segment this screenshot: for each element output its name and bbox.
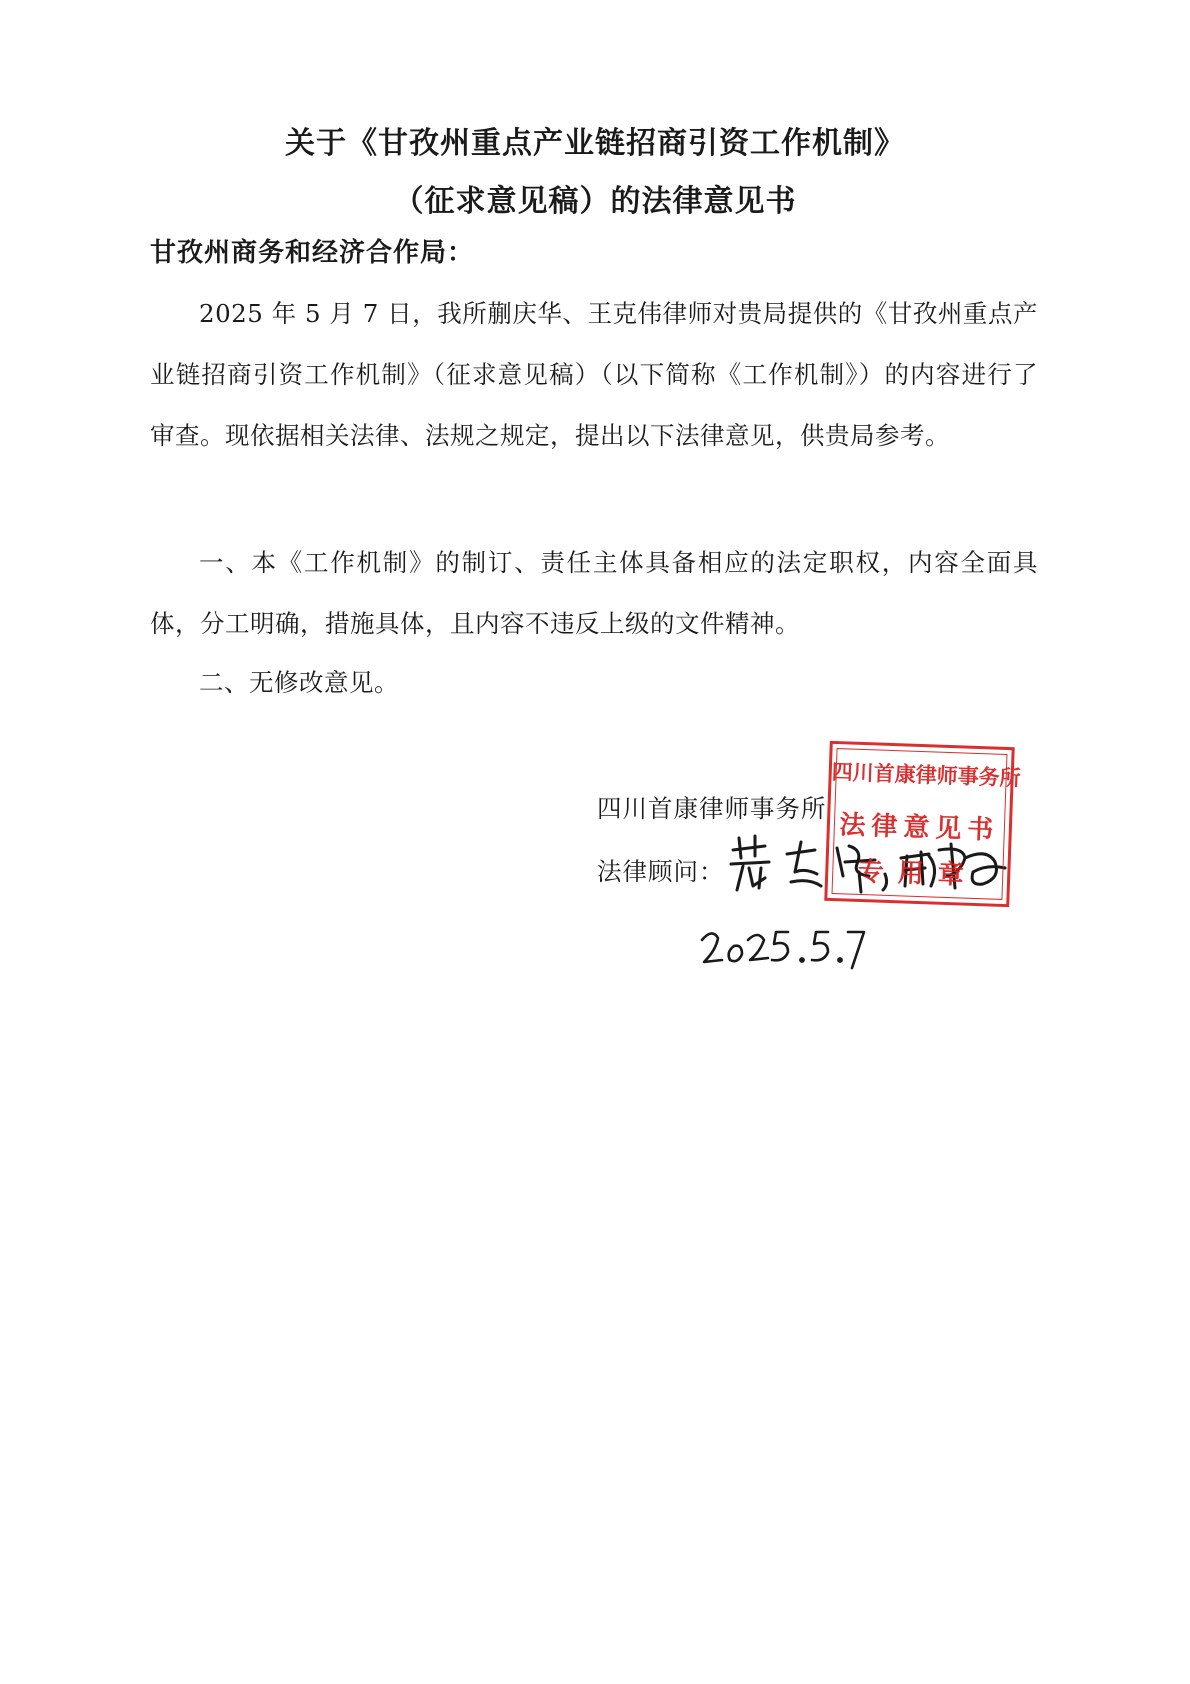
seal-text-firm: 四川首康律师事务所 [831, 758, 1022, 791]
signature-advisor-label: 法律顾问： [597, 857, 725, 886]
document-title-line-2: （征求意见稿）的法律意见书 [393, 184, 797, 219]
body-paragraph-intro: 2025 年 5 月 7 日，我所蒯庆华、王克伟律师对贵局提供的《甘孜州重点产业链招商引资工作机制》（征求意见稿）（以下简称《工作机制》）的内容进行了审查。现依据相关法律、法规之规定，提出以下法律意见，供贵局参考。 [150, 299, 1038, 450]
seal-text-special: 专用章 [857, 856, 979, 892]
body-paragraph-opinion-1: 一、本《工作机制》的制订、责任主体具备相应的法定职权，内容全面具体，分工明确，措施具体，且内容不违反上级的文件精神。 [150, 548, 1038, 638]
law-firm-seal [824, 741, 1022, 907]
seal-text-purpose: 法律意见书 [838, 810, 1000, 846]
document-title-line-1: 关于《甘孜州重点产业链招商引资工作机制》 [285, 126, 905, 161]
signature-firm-name: 四川首康律师事务所 [597, 794, 827, 823]
addressee: 甘孜州商务和经济合作局： [150, 238, 475, 268]
body-paragraph-opinion-2: 二、无修改意见。 [199, 668, 399, 697]
handwritten-date [698, 918, 868, 978]
